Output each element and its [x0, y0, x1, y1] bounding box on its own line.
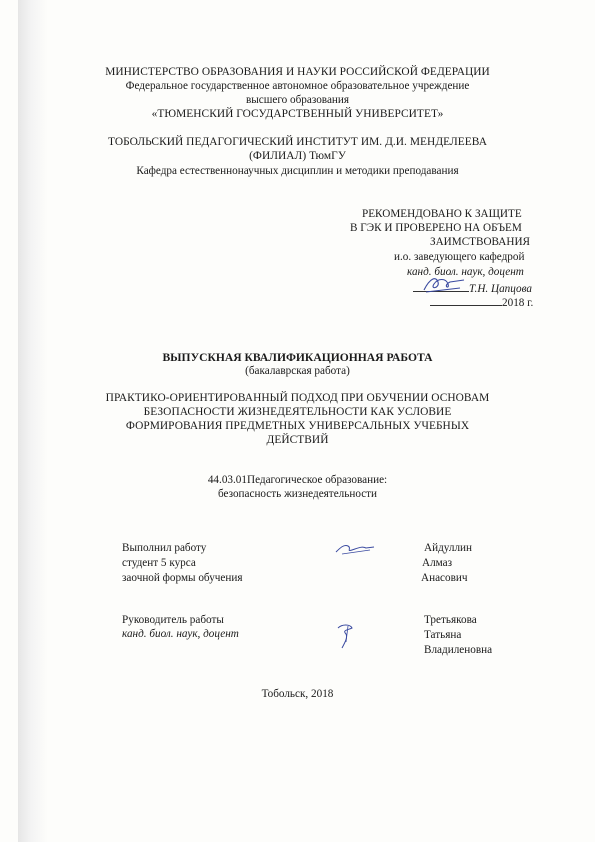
work-title-line-4: ДЕЙСТВИЙ: [266, 434, 329, 446]
head-degree: канд. биол. наук, доцент: [407, 266, 524, 278]
approval-line-3: ЗАИМСТВОВАНИЯ: [430, 236, 531, 248]
author-patronymic: Анасович: [421, 572, 468, 584]
approval-line-1: РЕКОМЕНДОВАНО К ЗАЩИТЕ: [362, 208, 522, 220]
approval-date: 2018 г.: [502, 297, 534, 309]
author-signature-icon: [332, 538, 378, 558]
approval-date-line: [430, 295, 533, 310]
work-type: ВЫПУСКНАЯ КВАЛИФИКАЦИОННАЯ РАБОТА: [162, 351, 433, 364]
institute-name: ТОБОЛЬСКИЙ ПЕДАГОГИЧЕСКИЙ ИНСТИТУТ ИМ. Д.И. МЕНДЕЛЕЕВА: [108, 136, 487, 148]
author-first-name: Алмаз: [422, 557, 453, 569]
work-title-line-3: ФОРМИРОВАНИЯ ПРЕДМЕТНЫХ УНИВЕРСАЛЬНЫХ УЧЕБНЫХ: [125, 420, 470, 432]
education-level: высшего образования: [245, 94, 350, 106]
author-label-2: студент 5 курса: [122, 557, 196, 569]
work-title-line-1: ПРАКТИКО-ОРИЕНТИРОВАННЫЙ ПОДХОД ПРИ ОБУЧЕНИИ ОСНОВАМ: [105, 392, 490, 404]
university-name: «ТЮМЕНСКИЙ ГОСУДАРСТВЕННЫЙ УНИВЕРСИТЕТ»: [151, 108, 444, 120]
supervisor-patronymic: Владиленовна: [424, 644, 493, 656]
institute-branch: (ФИЛИАЛ) ТюмГУ: [249, 150, 346, 162]
head-name: Т.Н. Цапцова: [469, 283, 532, 295]
work-title-line-2: БЕЗОПАСНОСТИ ЖИЗНЕДЕЯТЕЛЬНОСТИ КАК УСЛОВИЕ: [143, 406, 452, 418]
supervisor-label-2: канд. биол. наук, доцент: [122, 628, 239, 640]
head-signature-icon: [420, 272, 470, 296]
approval-line-2: В ГЭК И ПРОВЕРЕНО НА ОБЪЕМ: [350, 222, 522, 234]
head-of-department: и.о. заведующего кафедрой: [394, 251, 525, 263]
author-surname: Айдуллин: [424, 542, 472, 554]
supervisor-label-1: Руководитель работы: [122, 614, 224, 626]
author-label-1: Выполнил работу: [122, 542, 207, 554]
specialty-code: 44.03.01Педагогическое образование:: [207, 474, 388, 486]
ministry-title: МИНИСТЕРСТВО ОБРАЗОВАНИЯ И НАУКИ РОССИЙСКОЙ ФЕДЕРАЦИИ: [105, 66, 490, 78]
author-label-3: заочной формы обучения: [122, 572, 243, 584]
supervisor-signature-icon: [334, 620, 358, 652]
specialty-profile: безопасность жизнедеятельности: [217, 488, 378, 500]
department-name: Кафедра естественнонаучных дисциплин и методики преподавания: [136, 165, 459, 177]
date-blank: [430, 295, 502, 306]
institution-type: Федеральное государственное автономное образовательное учреждение: [125, 80, 470, 92]
supervisor-surname: Третьякова: [424, 614, 477, 626]
place-and-year: Тобольск, 2018: [261, 688, 334, 700]
supervisor-first-name: Татьяна: [424, 629, 462, 641]
work-subtype: (бакалаврская работа): [245, 365, 350, 377]
